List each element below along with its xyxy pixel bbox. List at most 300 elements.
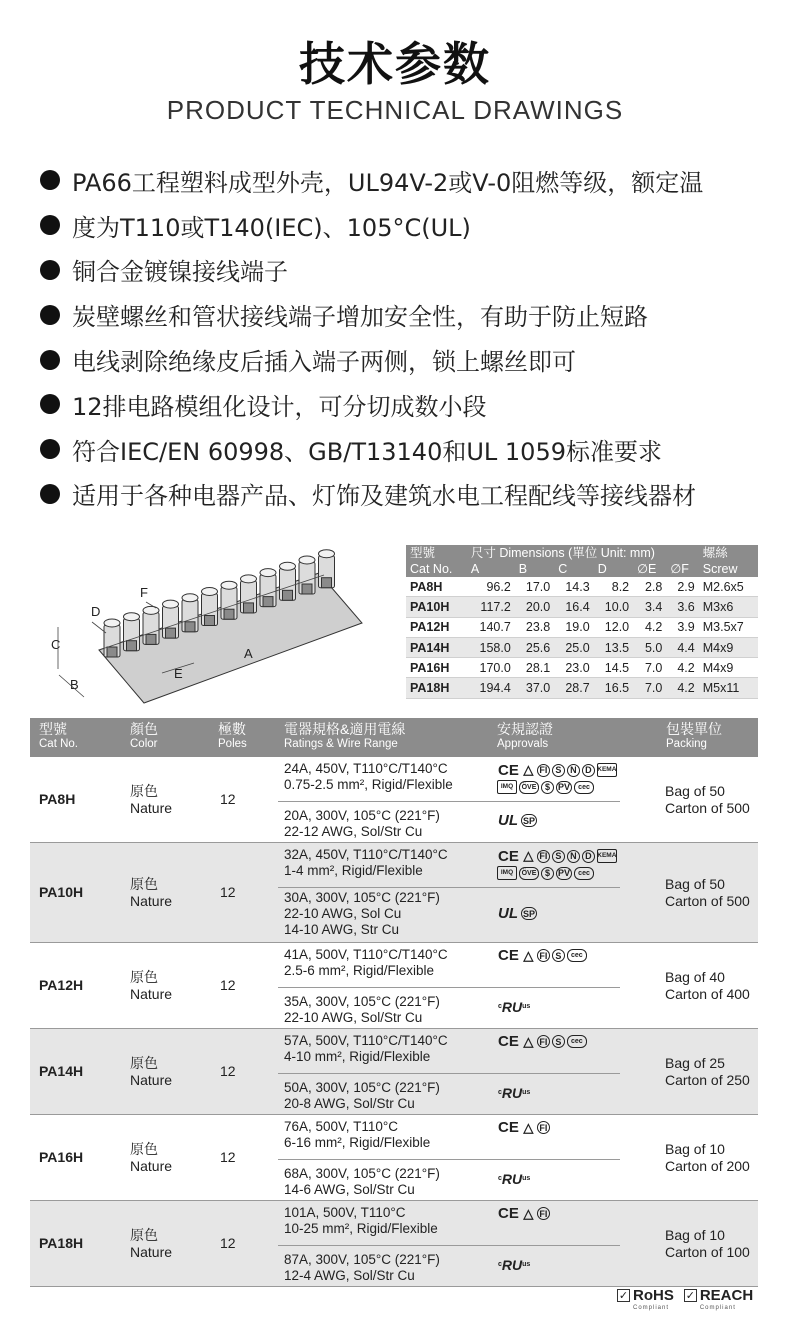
bullet-icon: [40, 260, 60, 280]
rating-text: [284, 1252, 440, 1284]
approvals-ul: [497, 1171, 622, 1187]
dim-value-cell: 96.2: [467, 577, 515, 597]
feature-item: [40, 248, 770, 293]
rating-ul: [278, 988, 620, 1028]
header-cat: [39, 722, 78, 752]
dim-cat-cell: PA18H: [406, 678, 467, 698]
cat-no: PA10H: [39, 883, 84, 900]
dim-value-cell: 2.9: [666, 577, 698, 597]
spec-table-row: [30, 943, 758, 1029]
spec-table-row: [30, 757, 758, 843]
rating-text: [284, 1166, 440, 1198]
rating-line: 6-16 mm², Rigid/Flexible: [284, 1135, 431, 1150]
dim-value-cell: 7.0: [633, 658, 666, 678]
bullet-icon: [40, 484, 60, 504]
dim-table-row: [406, 617, 758, 637]
bullet-icon: [40, 305, 60, 325]
color-cn: 原色: [130, 1054, 158, 1071]
header-en: Packing: [666, 738, 707, 750]
cat-no: PA16H: [39, 1148, 84, 1165]
approval-sp-icon: SP: [523, 815, 536, 826]
screw-head: [104, 619, 120, 627]
approvals-ul: [497, 813, 622, 829]
rating-text: [284, 1119, 430, 1151]
approval-culus-icon: c RU us: [498, 998, 531, 1015]
dim-table-row: [406, 658, 758, 678]
dim-value-cell: 14.3: [554, 577, 593, 597]
color-cell: [130, 1055, 172, 1089]
dim-value-cell: 20.0: [515, 597, 554, 617]
approval-mark-icon: $: [541, 781, 554, 794]
dim-value-cell: 23.8: [515, 617, 554, 637]
dim-value-cell: 194.4: [467, 678, 515, 698]
rating-line: 22-10 AWG, Sol Cu: [284, 906, 402, 921]
checkbox-icon: ✓: [685, 1290, 695, 1302]
cat-no: PA8H: [39, 790, 76, 807]
pack-carton: Carton of 200: [665, 1157, 750, 1174]
feature-text: 适用于各种电器产品、灯饰及建筑水电工程配线等接线器材: [72, 482, 696, 511]
rating-text: [284, 1080, 440, 1112]
dim-value-cell: 16.5: [594, 678, 633, 698]
approval-d-icon: D: [582, 850, 595, 863]
checkbox-icon: ✓: [618, 1290, 629, 1302]
approval-fi-icon: FI: [537, 1121, 550, 1134]
rating-text: [284, 1033, 448, 1065]
pack-bag: Bag of 50: [665, 782, 725, 799]
screw-head: [124, 613, 140, 621]
dim-table-row: [406, 597, 758, 617]
rating-line: 2.5-6 mm², Rigid/Flexible: [284, 963, 435, 978]
header-en: Approvals: [497, 738, 549, 750]
bullet-icon: [40, 215, 60, 235]
header-en: Cat No.: [39, 738, 78, 750]
rating-line: 0.75-2.5 mm², Rigid/Flexible: [284, 777, 453, 792]
dim-label-f: F: [140, 585, 148, 600]
rating-line: 30A, 300V, 105°C (221°F): [284, 890, 440, 905]
approval-mark-icon: △: [523, 1205, 534, 1221]
wire-hole: [263, 597, 273, 607]
spec-table-header: [30, 718, 758, 757]
spec-table-row: [30, 843, 758, 943]
wire-hole: [322, 578, 332, 588]
approval-fi-icon: FI: [537, 949, 550, 962]
compliance-marks: [617, 1287, 753, 1312]
approvals-iec: [497, 848, 622, 882]
header-approvals: [497, 722, 553, 752]
header-packing: [666, 722, 722, 752]
spec-table: [30, 718, 758, 1287]
bullet-icon: [40, 170, 60, 190]
pack-carton: Carton of 500: [665, 892, 750, 909]
dim-value-cell: 4.4: [666, 637, 698, 657]
color-cell: [130, 1227, 172, 1261]
pack-carton: Carton of 250: [665, 1071, 750, 1088]
poles-cell: 12: [220, 1148, 236, 1165]
color-cell: [130, 876, 172, 910]
approval-mark-icon: △: [523, 762, 534, 777]
approval-culus-icon: c RU us: [498, 1170, 531, 1187]
pack-carton: Carton of 400: [665, 985, 750, 1002]
wire-hole: [107, 647, 117, 657]
dim-table-row: [406, 577, 758, 597]
approval-culus-icon: c RU us: [498, 1084, 531, 1101]
feature-text: 12排电路模组化设计，可分切成数小段: [72, 392, 487, 421]
feature-text: PA66工程塑料成型外壳，UL94V-2或V-0阻燃等级，额定温: [72, 168, 704, 197]
color-cn: 原色: [130, 1226, 158, 1243]
rating-ul: [278, 802, 620, 842]
rating-text: [284, 1205, 438, 1237]
approval-fi-icon: FI: [537, 850, 550, 863]
cat-no: PA14H: [39, 1062, 84, 1079]
feature-item: [40, 203, 770, 248]
color-cell: [130, 1141, 172, 1175]
dim-cat-cell: PA10H: [406, 597, 467, 617]
feature-item: [40, 337, 770, 382]
approval-kema-icon: KEMA: [597, 763, 617, 777]
dim-value-cell: 158.0: [467, 637, 515, 657]
rating-line: 12-4 AWG, Sol/Str Cu: [284, 1268, 415, 1283]
approval-fi-icon: FI: [537, 764, 550, 777]
wire-hole: [127, 641, 137, 651]
dim-header-dimensions: 尺寸 Dimensions (單位 Unit: mm): [467, 545, 699, 561]
approval-fi-icon: FI: [537, 1035, 550, 1048]
dimension-table: [406, 545, 758, 699]
screw-head: [319, 550, 335, 558]
rating-ul: [278, 1074, 620, 1114]
approval-imq-icon: IMQ: [497, 866, 517, 880]
rating-text: [284, 947, 448, 979]
dim-table-row: [406, 678, 758, 698]
pack-carton: Carton of 100: [665, 1243, 750, 1260]
rating-line: 35A, 300V, 105°C (221°F): [284, 994, 440, 1009]
dim-value-cell: M4x9: [699, 658, 758, 678]
rating-line: 32A, 450V, T110°C/T140°C: [284, 847, 448, 862]
rating-ul: [278, 1160, 620, 1200]
terminal-block-diagram: [44, 545, 389, 710]
approvals-iec: [497, 1120, 622, 1136]
dim-col-header: D: [594, 561, 633, 577]
approval-s-icon: S: [552, 764, 565, 777]
dim-col-header: B: [515, 561, 554, 577]
dim-value-cell: 3.4: [633, 597, 666, 617]
dim-table-row: [406, 637, 758, 657]
screw-head: [221, 581, 237, 589]
color-cn: 原色: [130, 968, 158, 985]
approvals-iec: [497, 948, 622, 964]
screw-head: [241, 575, 257, 583]
reach-mark: [684, 1287, 753, 1312]
dim-value-cell: 7.0: [633, 678, 666, 698]
dim-value-cell: 28.7: [554, 678, 593, 698]
approval-s-icon: S: [552, 949, 565, 962]
packing-cell: [665, 1227, 750, 1261]
packing-cell: [665, 969, 750, 1003]
rating-line: 101A, 500V, T110°C: [284, 1205, 406, 1220]
approval-mark-icon: △: [523, 947, 534, 963]
dim-label-d: D: [91, 604, 101, 619]
feature-item: [40, 292, 770, 337]
rating-line: 10-25 mm², Rigid/Flexible: [284, 1221, 438, 1236]
dim-value-cell: 4.2: [633, 617, 666, 637]
dim-value-cell: 37.0: [515, 678, 554, 698]
approval-mark-icon: △: [523, 1033, 534, 1049]
dim-value-cell: 16.4: [554, 597, 593, 617]
approval-ce-icon: CE: [498, 947, 519, 964]
dim-cat-cell: PA16H: [406, 658, 467, 678]
rating-line: 22-10 AWG, Sol/Str Cu: [284, 1010, 423, 1025]
approval-kema-icon: KEMA: [597, 849, 617, 863]
dim-value-cell: M4x9: [699, 637, 758, 657]
pack-carton: Carton of 500: [665, 799, 750, 816]
feature-item: [40, 382, 770, 427]
header-cn: 包裝單位: [666, 721, 722, 737]
compliance-name: RoHS: [633, 1287, 674, 1304]
color-en: Nature: [130, 892, 173, 909]
approval-pv-icon: PV: [558, 868, 571, 878]
dim-value-cell: 4.2: [666, 678, 698, 698]
dim-label-b: B: [70, 677, 79, 692]
rating-iec: [278, 843, 620, 888]
dim-col-header: ∅E: [633, 561, 666, 577]
header-cn: 安規認證: [497, 721, 553, 737]
header-poles: [218, 722, 247, 752]
approval-culus-icon: c RU us: [498, 1256, 531, 1273]
approval-d-icon: D: [582, 764, 595, 777]
approval-ul-icon: UL: [498, 905, 518, 922]
rating-line: 14-6 AWG, Sol/Str Cu: [284, 1182, 415, 1197]
dim-value-cell: 17.0: [515, 577, 554, 597]
spec-table-row: [30, 1115, 758, 1201]
approvals-iec: [497, 1206, 622, 1222]
dim-value-cell: 23.0: [554, 658, 593, 678]
dim-value-cell: M2.6x5: [699, 577, 758, 597]
rating-line: 87A, 300V, 105°C (221°F): [284, 1252, 440, 1267]
approval-ve-icon: ÖVE: [519, 867, 539, 880]
dim-value-cell: 117.2: [467, 597, 515, 617]
dim-value-cell: 2.8: [633, 577, 666, 597]
pack-bag: Bag of 50: [665, 875, 725, 892]
pack-bag: Bag of 10: [665, 1226, 725, 1243]
approval-s-icon: S: [552, 1035, 565, 1048]
approval-mark-icon: △: [523, 1119, 534, 1135]
packing-cell: [665, 1141, 750, 1175]
packing-cell: [665, 876, 750, 910]
approvals-iec: [497, 762, 622, 796]
rating-line: 1-4 mm², Rigid/Flexible: [284, 863, 423, 878]
compliance-sub: Compliant: [699, 1305, 736, 1311]
rating-line: 22-12 AWG, Sol/Str Cu: [284, 824, 423, 839]
dim-col-header: Screw: [699, 561, 758, 577]
rating-text: [284, 847, 448, 879]
color-en: Nature: [130, 985, 173, 1002]
screw-head: [260, 569, 276, 577]
header-cn: 極數: [218, 721, 246, 737]
color-en: Nature: [130, 799, 173, 816]
dim-header-model: 型號: [406, 545, 467, 561]
dim-col-header: A: [467, 561, 515, 577]
spec-table-row: [30, 1029, 758, 1115]
screw-head: [163, 600, 179, 608]
wire-hole: [244, 603, 254, 613]
approvals-iec: [497, 1034, 622, 1050]
approvals-ul: [497, 906, 622, 922]
rating-line: 41A, 500V, T110°C/T140°C: [284, 947, 448, 962]
dim-value-cell: 14.5: [594, 658, 633, 678]
dim-value-cell: 28.1: [515, 658, 554, 678]
approval-ce-icon: CE: [498, 847, 519, 865]
compliance-sub: Compliant: [633, 1305, 670, 1311]
approval-ce-icon: CE: [498, 1033, 519, 1050]
dim-value-cell: M3x6: [699, 597, 758, 617]
header-en: Poles: [218, 738, 247, 750]
dim-value-cell: 8.2: [594, 577, 633, 597]
approval-sp-icon: SP: [523, 908, 536, 919]
dim-col-header: C: [554, 561, 593, 577]
color-en: Nature: [130, 1071, 173, 1088]
approval-cec-icon: cec: [567, 949, 587, 962]
wire-hole: [283, 590, 293, 600]
feature-text: 电线剥除绝缘皮后插入端子两侧，锁上螺丝即可: [72, 348, 576, 377]
wire-hole: [205, 616, 215, 626]
color-cn: 原色: [130, 875, 158, 892]
poles-cell: 12: [220, 1062, 236, 1079]
rating-iec: [278, 1115, 620, 1160]
rating-line: 76A, 500V, T110°C: [284, 1119, 398, 1134]
header-ratings: [284, 722, 405, 752]
approval-cec-icon: cec: [574, 781, 594, 794]
feature-text: 度为T110或T140(IEC)、105°C(UL): [72, 213, 471, 242]
rating-line: 68A, 300V, 105°C (221°F): [284, 1166, 440, 1181]
color-en: Nature: [130, 1243, 173, 1260]
dim-header-screw: 螺絲: [699, 545, 758, 561]
approval-imq-icon: IMQ: [497, 780, 517, 794]
screw-head: [182, 594, 198, 602]
rating-iec: [278, 757, 620, 802]
feature-item: [40, 472, 770, 517]
rating-line: 50A, 300V, 105°C (221°F): [284, 1080, 440, 1095]
wire-hole: [166, 628, 176, 638]
feature-text: 符合IEC/EN 60998、GB/T13140和UL 1059标准要求: [72, 437, 662, 466]
compliance-name: REACH: [699, 1287, 754, 1304]
pack-bag: Bag of 25: [665, 1054, 725, 1071]
dim-value-cell: 170.0: [467, 658, 515, 678]
approvals-ul: [497, 1257, 622, 1273]
rohs-mark: [617, 1287, 674, 1312]
bullet-icon: [40, 439, 60, 459]
dim-value-cell: 25.6: [515, 637, 554, 657]
header-cn: 電器規格&適用電線: [284, 721, 406, 737]
pack-bag: Bag of 10: [665, 1140, 725, 1157]
wire-hole: [224, 609, 234, 619]
packing-cell: [665, 783, 750, 817]
feature-item: [40, 427, 770, 472]
header-cn: 型號: [39, 721, 67, 737]
color-cn: 原色: [130, 782, 158, 799]
rating-ul: [278, 888, 620, 942]
approval-s-icon: S: [552, 850, 565, 863]
approval-pv-icon: PV: [558, 782, 571, 792]
header-en: Color: [130, 738, 158, 750]
approval-mark-icon: △: [523, 848, 534, 863]
dim-value-cell: 3.6: [666, 597, 698, 617]
rating-line: 14-10 AWG, Str Cu: [284, 922, 400, 937]
poles-cell: 12: [220, 790, 236, 807]
dim-value-cell: 140.7: [467, 617, 515, 637]
rating-line: 20A, 300V, 105°C (221°F): [284, 808, 440, 823]
dim-col-header: Cat No.: [406, 561, 467, 577]
approval-ve-icon: ÖVE: [519, 781, 539, 794]
rating-text: [284, 890, 440, 938]
rating-ul: [278, 1246, 620, 1286]
feature-list: [40, 158, 770, 516]
rating-line: 4-10 mm², Rigid/Flexible: [284, 1049, 431, 1064]
dim-value-cell: 13.5: [594, 637, 633, 657]
dim-label-e: E: [174, 666, 183, 681]
color-en: Nature: [130, 1157, 173, 1174]
screw-head: [299, 556, 315, 564]
page-subtitle: PRODUCT TECHNICAL DRAWINGS: [166, 95, 624, 125]
rating-text: [284, 761, 453, 793]
rating-iec: [278, 1201, 620, 1246]
header-en: Ratings & Wire Range: [284, 738, 398, 750]
rating-text: [284, 994, 440, 1026]
approval-cec-icon: cec: [574, 867, 594, 880]
wire-hole: [146, 634, 156, 644]
spec-table-row: [30, 1201, 758, 1287]
rating-line: 57A, 500V, T110°C/T140°C: [284, 1033, 448, 1048]
approval-ul-icon: UL: [498, 812, 518, 829]
cat-no: PA12H: [39, 976, 84, 993]
wire-hole: [302, 584, 312, 594]
dim-cat-cell: PA14H: [406, 637, 467, 657]
approval-ce-icon: CE: [498, 1119, 519, 1136]
dim-cat-cell: PA12H: [406, 617, 467, 637]
color-cell: [130, 969, 172, 1003]
rating-line: 24A, 450V, T110°C/T140°C: [284, 761, 448, 776]
feature-text: 炭壁螺丝和管状接线端子增加安全性，有助于防止短路: [72, 303, 648, 332]
wire-hole: [185, 622, 195, 632]
dim-value-cell: 10.0: [594, 597, 633, 617]
header-cn: 顏色: [130, 721, 158, 737]
poles-cell: 12: [220, 976, 236, 993]
dim-value-cell: 3.9: [666, 617, 698, 637]
approval-ce-icon: CE: [498, 761, 519, 779]
pack-bag: Bag of 40: [665, 968, 725, 985]
approval-n-icon: N: [567, 850, 580, 863]
dim-value-cell: 5.0: [633, 637, 666, 657]
dim-value-cell: 25.0: [554, 637, 593, 657]
cat-no: PA18H: [39, 1234, 84, 1251]
feature-text: 铜合金镀镍接线端子: [72, 258, 288, 287]
color-cn: 原色: [130, 1140, 158, 1157]
approvals-ul: [497, 1085, 622, 1101]
poles-cell: 12: [220, 1234, 236, 1251]
rating-text: [284, 808, 440, 840]
dim-value-cell: 4.2: [666, 658, 698, 678]
rating-iec: [278, 943, 620, 988]
dim-value-cell: 19.0: [554, 617, 593, 637]
screw-head: [280, 562, 296, 570]
screw-head: [143, 606, 159, 614]
approvals-ul: [497, 999, 622, 1015]
approval-ce-icon: CE: [498, 1205, 519, 1222]
packing-cell: [665, 1055, 750, 1089]
rating-line: 20-8 AWG, Sol/Str Cu: [284, 1096, 415, 1111]
approval-fi-icon: FI: [537, 1207, 550, 1220]
dim-value-cell: M5x11: [699, 678, 758, 698]
approval-mark-icon: $: [541, 867, 554, 880]
feature-item: [40, 158, 770, 203]
